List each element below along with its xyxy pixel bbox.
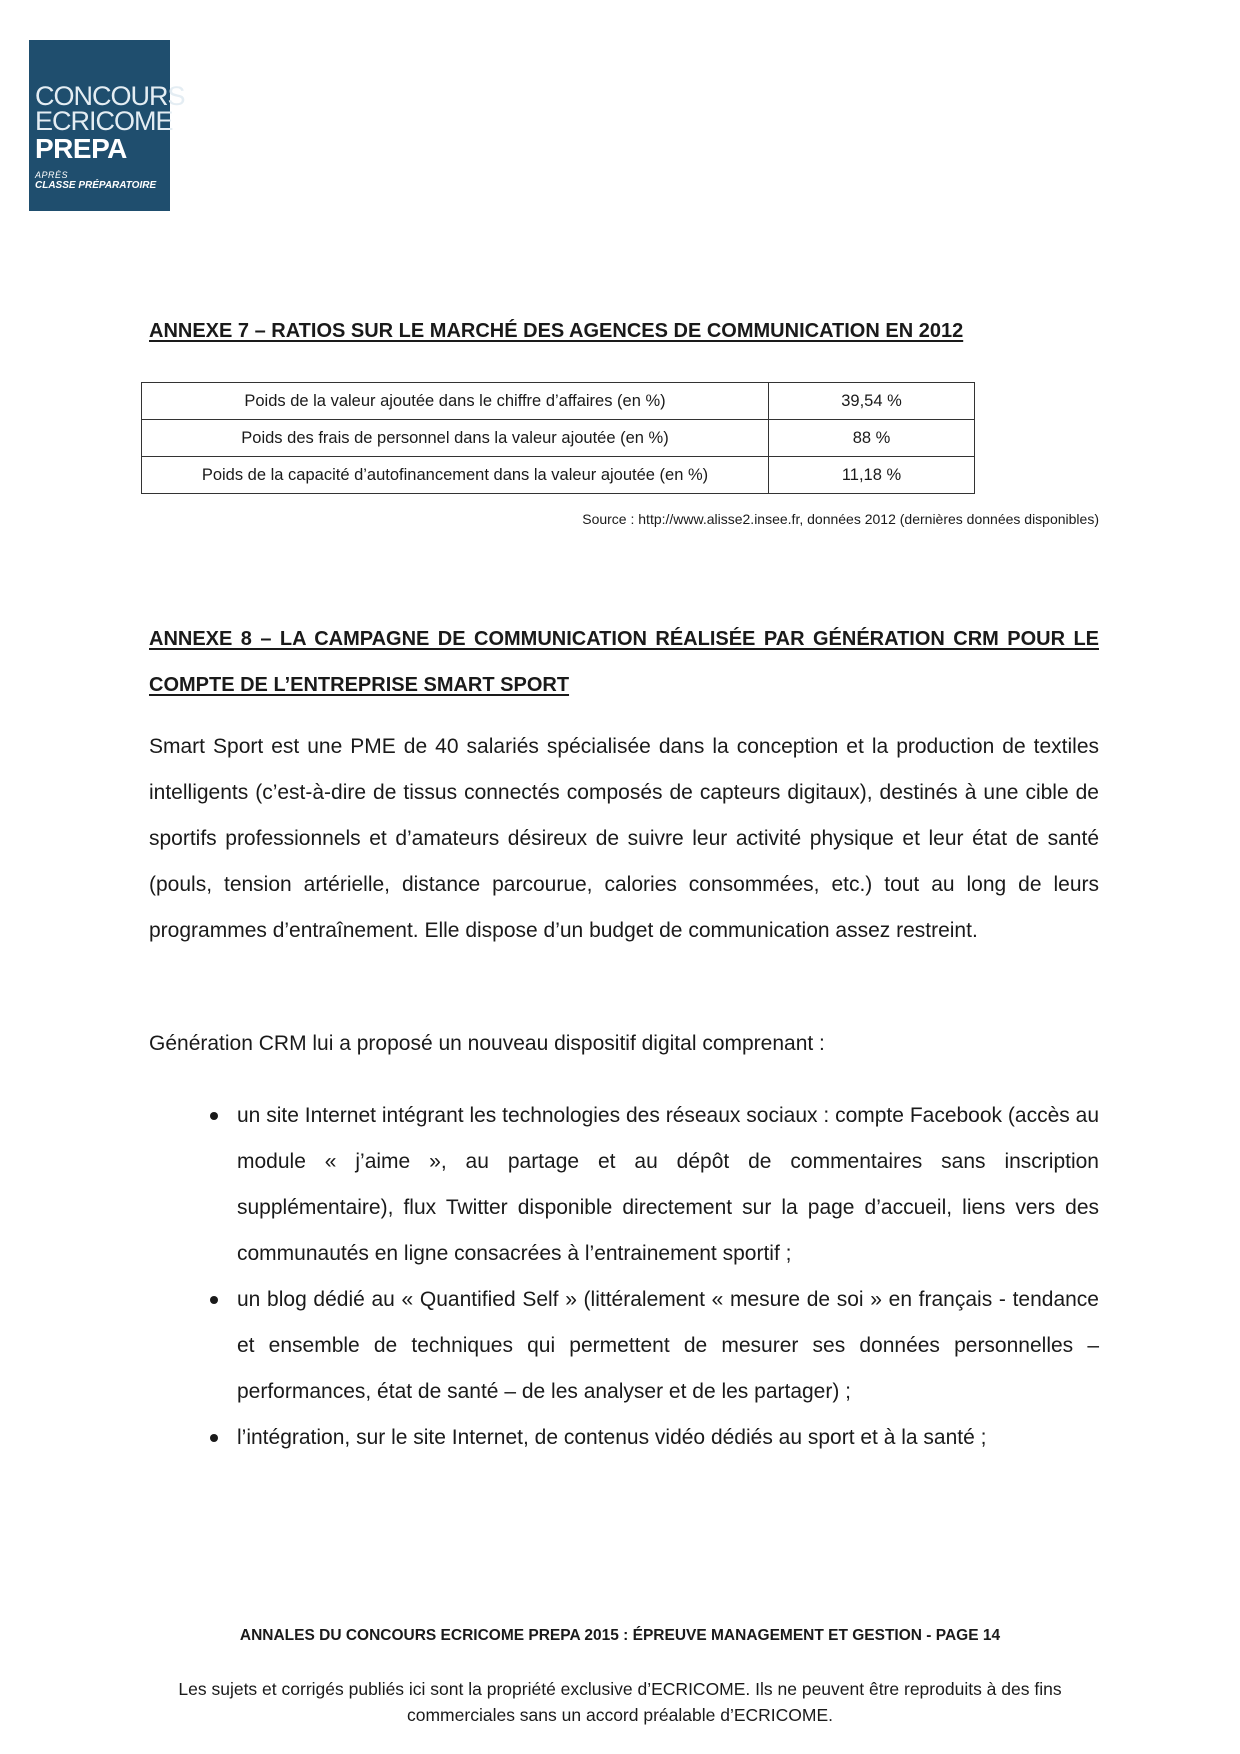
ecricome-logo [29,40,185,211]
list-item-text: un site Internet intégrant les technologies des réseaux sociaux : compte Facebook (accès au module « j’aime », au partage et au dépôt de commentaires sans inscription supplémentaire), flux Twitter disponible directement sur la page d’accueil, liens vers des communautés en ligne consacrées à l’entrainement sportif ; [237,1104,1099,1265]
page-footer-title: ANNALES DU CONCOURS ECRICOME PREPA 2015 : ÉPREUVE MANAGEMENT ET GESTION - PAGE 14 [239,1627,1001,1644]
ratio-value: 11,18 % [769,457,975,494]
table-row [142,383,975,420]
table-row [142,457,975,494]
annexe-7-title: ANNEXE 7 – RATIOS SUR LE MARCHÉ DES AGENCES DE COMMUNICATION EN 2012 [149,320,964,342]
bullet-dot-icon [210,1434,218,1442]
ratios-table [141,382,975,494]
table-source-note: Source : http://www.alisse2.insee.fr, données 2012 (dernières données disponibles) [582,511,1099,527]
logo-line-concours: CONCOURS [35,81,185,111]
dispositif-bullet-list [237,1093,1099,1461]
logo-line-classe-preparatoire: CLASSE PRÉPARATOIRE [35,180,157,191]
list-item-text: un blog dédié au « Quantified Self » (littéralement « mesure de soi » en français - tendance et ensemble de techniques qui permettent de mesurer ses données personnelles – performances, état de santé – de les analyser et de les partager) ; [237,1288,1099,1403]
logo-line-prepa: PREPA [35,133,127,164]
dispositif-intro-paragraph: Génération CRM lui a proposé un nouveau dispositif digital comprenant : [149,1032,825,1055]
ratio-label: Poids de la valeur ajoutée dans le chiffre d’affaires (en %) [142,383,769,420]
list-item [237,1093,1099,1277]
logo-line-apres: APRÈS [35,170,69,180]
annexe-8-title: ANNEXE 8 – LA CAMPAGNE DE COMMUNICATION RÉALISÉE PAR GÉNÉRATION CRM POUR LE COMPTE DE L’ENTREPRISE SMART SPORT [149,628,1099,696]
copyright-notice: Les sujets et corrigés publiés ici sont la propriété exclusive d’ECRICOME. Ils ne peuvent être reproduits à des fins commerciales sans un accord préalable d’ECRICOME. [178,1679,1062,1725]
bullet-dot-icon [210,1112,218,1120]
ratio-label: Poids de la capacité d’autofinancement dans la valeur ajoutée (en %) [142,457,769,494]
list-item-text: l’intégration, sur le site Internet, de contenus vidéo dédiés au sport et à la santé ; [237,1426,987,1449]
smart-sport-paragraph: Smart Sport est une PME de 40 salariés spécialisée dans la conception et la production de textiles intelligents (c’est-à-dire de tissus connectés composés de capteurs digitaux), destinés à une cible de sportifs professionnels et d’amateurs désireux de suivre leur activité physique et leur état de santé (pouls, tension artérielle, distance parcourue, calories consommées, etc.) tout au long de leurs programmes d’entraînement. Elle dispose d’un budget de communication assez restreint. [149,735,1099,942]
list-item [237,1415,1099,1461]
list-item [237,1277,1099,1415]
bullet-dot-icon [210,1296,218,1304]
ratio-value: 39,54 % [769,383,975,420]
ratio-label: Poids des frais de personnel dans la valeur ajoutée (en %) [142,420,769,457]
table-row [142,420,975,457]
ratio-value: 88 % [769,420,975,457]
logo-line-ecricome: ECRICOME [35,106,173,136]
